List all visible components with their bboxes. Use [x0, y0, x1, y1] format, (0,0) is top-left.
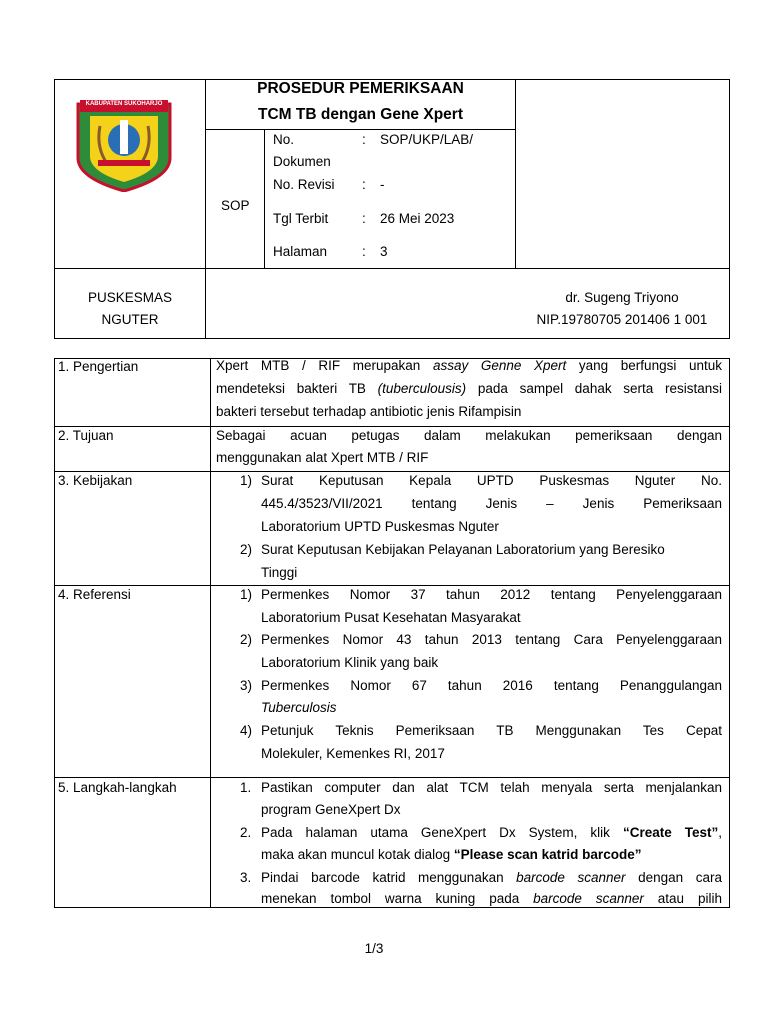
s5-i3-l2b: barcode scanner: [533, 891, 644, 906]
s4-num2: 2): [240, 632, 253, 647]
s5-i3-l2c: atau pilih: [643, 891, 722, 906]
s1-line2: [216, 381, 722, 397]
signer-name: dr. Sugeng Triyono: [565, 290, 679, 305]
s1-l1a: Xpert MTB / RIF merupakan: [216, 358, 433, 373]
s5-i1-line1: Pastikan computer dan alat TCM telah menyala serta menjalankan: [261, 780, 722, 795]
no-label-2: Dokumen: [273, 154, 331, 169]
s3-i1-line1: Surat Keputusan Kepala UPTD Puskesmas Nguter No.: [261, 473, 722, 488]
s3-i1-line3: Laboratorium UPTD Puskesmas Nguter: [261, 519, 499, 534]
logo-emblem: [76, 96, 172, 192]
colon: :: [362, 211, 366, 226]
s5-i1-line2: program GeneXpert Dx: [261, 802, 401, 817]
s5-i2-l1c: ,: [718, 825, 723, 840]
s5-num2: 2.: [240, 825, 252, 840]
s1-l1c: yang berfungsi untuk: [566, 358, 722, 373]
s4-i4-line1: Petunjuk Teknis Pemeriksaan TB Menggunakan Tes Cepat: [261, 723, 722, 738]
s4-i2-line1: Permenkes Nomor 43 tahun 2013 tentang Cara Penyelenggaraan: [261, 632, 722, 647]
sop-label: SOP: [221, 198, 250, 213]
signer-nip: NIP.19780705 201406 1 001: [536, 312, 708, 327]
page-number: 1/3: [364, 941, 384, 956]
halaman-label: Halaman: [273, 244, 328, 259]
no-value: SOP/UKP/LAB/: [380, 132, 474, 147]
section-3-label: 3. Kebijakan: [58, 473, 133, 488]
section-4-label: 4. Referensi: [58, 587, 131, 602]
s1-line3: bakteri tersebut terhadap antibiotic jenis Rifampisin: [216, 404, 522, 419]
colon: :: [362, 132, 366, 147]
s4-i3-l2: Tuberculosis: [261, 700, 337, 715]
halaman-value: 3: [380, 244, 388, 259]
s5-i3-l1b: barcode scanner: [516, 870, 626, 885]
logo-label: KABUPATEN SUKOHARJO: [85, 101, 163, 107]
s2-line1: Sebagai acuan petugas dalam melakukan pemeriksaan dengan: [216, 428, 722, 443]
s1-l2c: pada sampel dahak serta resistansi: [466, 381, 722, 396]
no-label: No.: [273, 132, 295, 147]
s1-l1b: assay Genne Xpert: [432, 358, 567, 373]
s5-num1: 1.: [240, 780, 252, 795]
s3-num2: 2): [240, 542, 253, 557]
s5-i2-l1b: “Create Test”: [622, 825, 719, 840]
s5-i2-l2b: “Please scan katrid barcode”: [453, 847, 642, 862]
s4-i3-line1: Permenkes Nomor 67 tahun 2016 tentang Penanggulangan: [261, 678, 722, 693]
s5-i2-line1: [261, 825, 722, 841]
s5-i3-line1: [261, 870, 722, 886]
s4-i1-line1: Permenkes Nomor 37 tahun 2012 tentang Penyelenggaraan: [261, 587, 722, 602]
terbit-label: Tgl Terbit: [273, 211, 329, 226]
s5-i3-l1c: dengan cara: [625, 870, 722, 885]
s2-line2: menggunakan alat Xpert MTB / RIF: [216, 450, 429, 465]
s4-num3: 3): [240, 678, 253, 693]
doc-title-line1: PROSEDUR PEMERIKSAAN: [257, 80, 464, 97]
s4-i3-line2: [261, 700, 337, 716]
s4-i2-line2: Laboratorium Klinik yang baik: [261, 655, 439, 670]
s4-i1-line2: Laboratorium Pusat Kesehatan Masyarakat: [261, 610, 521, 625]
s1-l2a: mendeteksi bakteri TB: [216, 381, 378, 396]
revisi-value: -: [380, 177, 385, 192]
s3-i2-line2: Tinggi: [261, 565, 298, 580]
org-line1: PUSKESMAS: [87, 290, 173, 305]
s5-i3-l2a: menekan tombol warna kuning pada: [261, 891, 534, 906]
s3-i2-line1: Surat Keputusan Kebijakan Pelayanan Laboratorium yang Beresiko: [261, 542, 665, 557]
s5-i2-l2a: maka akan muncul kotak dialog: [261, 847, 454, 862]
s1-line1: [216, 358, 722, 374]
s5-i2-l1a: Pada halaman utama GeneXpert Dx System, klik: [261, 825, 623, 840]
colon: :: [362, 177, 366, 192]
colon: :: [362, 244, 366, 259]
s4-i4-line2: Molekuler, Kemenkes RI, 2017: [261, 746, 445, 761]
terbit-value: 26 Mei 2023: [380, 211, 455, 226]
s5-i3-line2: [261, 891, 722, 907]
s4-num1: 1): [240, 587, 253, 602]
section-1-label: 1. Pengertian: [58, 359, 139, 374]
s1-l2b: (tuberculousis): [377, 381, 467, 396]
doc-title-line2: TCM TB dengan Gene Xpert: [258, 106, 463, 123]
s4-num4: 4): [240, 723, 253, 738]
section-5-label: 5. Langkah-langkah: [58, 780, 177, 795]
s5-i2-line2: [261, 847, 641, 863]
revisi-label: No. Revisi: [273, 177, 335, 192]
s5-i3-l1a: Pindai barcode katrid menggunakan: [261, 870, 517, 885]
section-2-label: 2. Tujuan: [58, 428, 114, 443]
org-line2: NGUTER: [101, 312, 159, 327]
s3-num1: 1): [240, 473, 253, 488]
s3-i1-line2: 445.4/3523/VII/2021 tentang Jenis – Jenis Pemeriksaan: [261, 496, 722, 511]
s5-num3: 3.: [240, 870, 252, 885]
